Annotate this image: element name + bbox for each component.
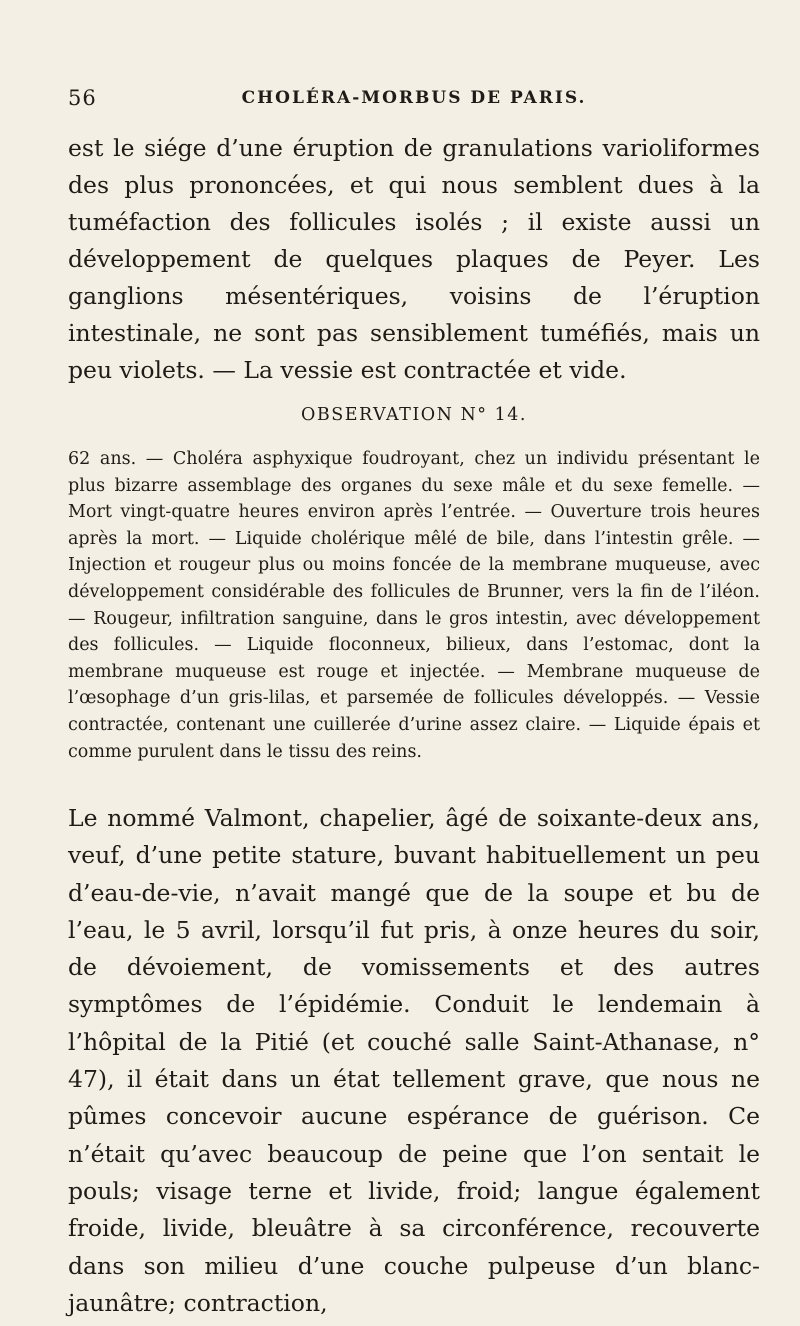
- observation-summary: 62 ans. — Choléra asphyxique foudroyant, chez un individu présentant le plus bizarre assemblage des organes du sexe mâle et du sexe femelle. — Mort vingt-quatre heures environ après l’entrée. — Ouverture trois heures après la mort. — Liquide cholérique mêlé de bile, dans l’intestin grêle. — Injection et rougeur plus ou moins foncée de la membrane muqueuse, avec développement considérable des follicules de Brunner, vers la fin de l’iléon. — Rougeur, infiltration sanguine, dans le gros intestin, avec développement des follicules. — Liquide floconneux, bilieux, dans l’estomac, dont la membrane muqueuse est rouge et injectée. — Membrane muqueuse de l’œsophage d’un gris-lilas, et parsemée de follicules développés. — Vessie contractée, contenant une cuillerée d’urine assez claire. — Liquide épais et comme purulent dans le tissu des reins.: [68, 449, 760, 762]
- paragraph-continuation: est le siége d’une éruption de granulations varioliformes des plus prononcées, et qui nous semblent dues à la tuméfaction des follicules isolés ; il existe aussi un développement de quelques plaques de Peyer. Les ganglions mésentériques, voisins de l’éruption intestinale, ne sont pas sensiblement tuméfiés, mais un peu violets. — La vessie est contractée et vide.: [68, 134, 760, 384]
- page-number: 56: [68, 86, 97, 110]
- case-narrative: Le nommé Valmont, chapelier, âgé de soixante-deux ans, veuf, d’une petite stature, buvant habituellement un peu d’eau-de-vie, n’avait mangé que de la soupe et bu de l’eau, le 5 avril, lorsqu’il fut pris, à onze heures du soir, de dévoiement, de vomissements et des autres symptômes de l’épidémie. Conduit le lendemain à l’hôpital de la Pitié (et couché salle Saint-Athanase, n° 47), il était dans un état tellement grave, que nous ne pûmes concevoir aucune espérance de guérison. Ce n’était qu’avec beaucoup de peine que l’on sentait le pouls; visage terne et livide, froid; langue également froide, livide, bleuâtre à sa circonférence, recouverte dans son milieu d’une couche pulpeuse d’un blanc-jaunâtre; contraction,: [68, 804, 760, 1317]
- running-title: CHOLÉRA-MORBUS DE PARIS.: [241, 88, 587, 108]
- running-head: [68, 86, 760, 112]
- observation-heading: OBSERVATION N° 14.: [301, 405, 527, 425]
